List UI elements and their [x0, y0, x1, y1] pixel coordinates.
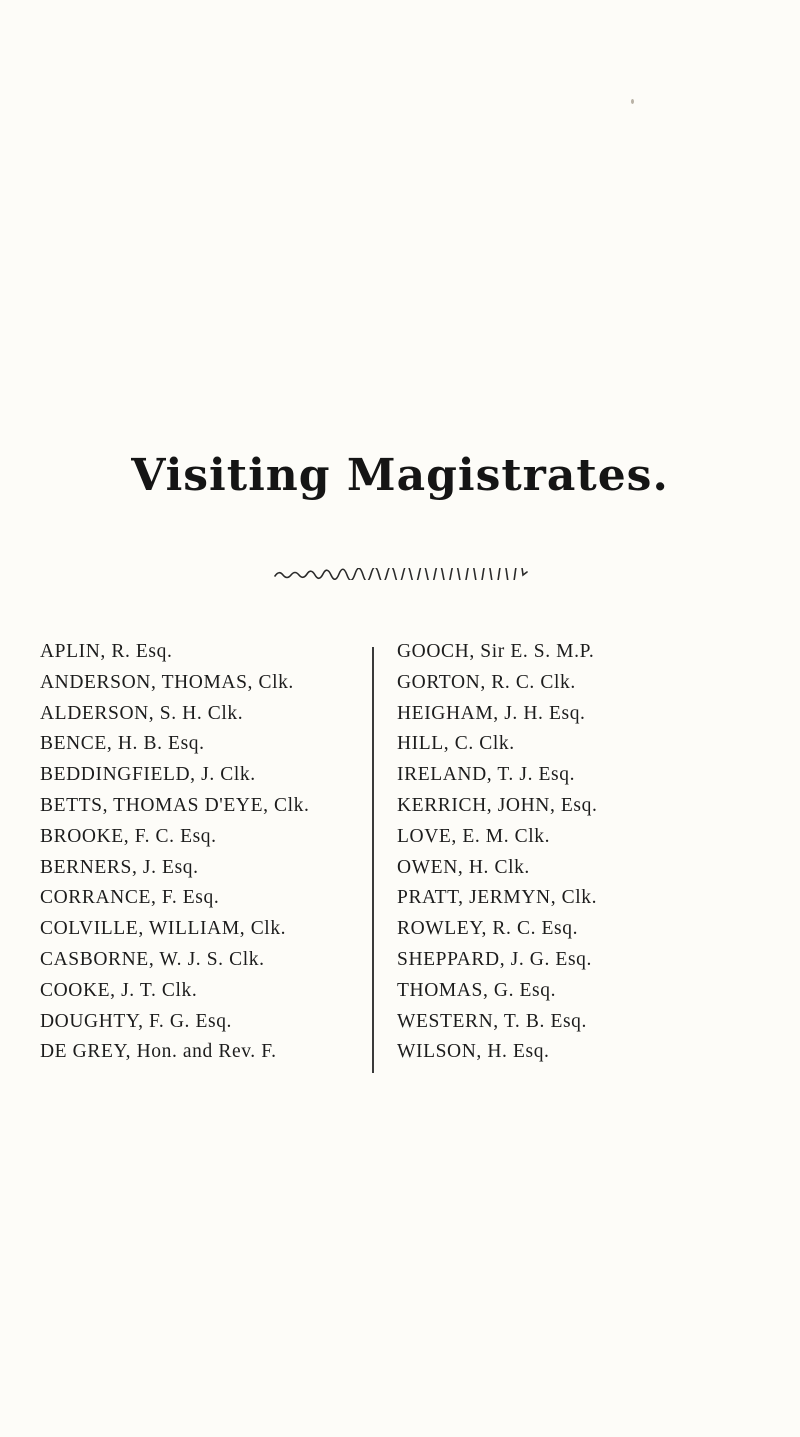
magistrates-left-column	[40, 637, 310, 1068]
magistrate-entry: LOVE, E. M. Clk.	[397, 825, 551, 847]
magistrate-entry: ANDERSON, THOMAS, Clk.	[40, 671, 294, 693]
magistrate-entry: APLIN, R. Esq.	[40, 641, 173, 662]
magistrate-entry: BETTS, THOMAS D'EYE, Clk.	[40, 794, 310, 816]
magistrate-entry: OWEN, H. Clk.	[397, 856, 530, 878]
magistrate-entry: COOKE, J. T. Clk.	[40, 979, 198, 1001]
magistrate-entry: DE GREY, Hon. and Rev. F.	[40, 1041, 277, 1063]
page-title: Visiting Magistrates.	[131, 450, 669, 501]
magistrate-entry: WILSON, H. Esq.	[397, 1041, 550, 1063]
magistrate-entry: CORRANCE, F. Esq.	[40, 887, 220, 909]
magistrate-entry: PRATT, JERMYN, Clk.	[397, 887, 598, 909]
magistrate-entry: GOOCH, Sir E. S. M.P.	[397, 641, 595, 662]
magistrate-entry: BERNERS, J. Esq.	[40, 856, 199, 878]
paper-speck	[631, 99, 634, 104]
magistrate-entry: THOMAS, G. Esq.	[397, 979, 557, 1001]
magistrate-entry: HEIGHAM, J. H. Esq.	[397, 702, 586, 724]
magistrates-right-column	[397, 637, 597, 1068]
magistrate-entry: BROOKE, F. C. Esq.	[40, 825, 217, 847]
magistrate-entry: WESTERN, T. B. Esq.	[397, 1010, 587, 1032]
magistrate-entry: CASBORNE, W. J. S. Clk.	[40, 948, 265, 970]
magistrate-entry: GORTON, R. C. Clk.	[397, 671, 576, 693]
magistrate-entry: ALDERSON, S. H. Clk.	[40, 702, 244, 724]
magistrate-entry: ROWLEY, R. C. Esq.	[397, 918, 579, 940]
magistrate-entry: BEDDINGFIELD, J. Clk.	[40, 764, 256, 786]
magistrate-entry: KERRICH, JOHN, Esq.	[397, 794, 598, 816]
magistrate-entry: DOUGHTY, F. G. Esq.	[40, 1010, 233, 1032]
magistrate-entry: HILL, C. Clk.	[397, 733, 515, 755]
magistrate-entry: BENCE, H. B. Esq.	[40, 733, 205, 755]
magistrate-entry: IRELAND, T. J. Esq.	[397, 764, 576, 786]
wavy-rule-ornament-icon	[273, 568, 529, 580]
magistrate-entry: COLVILLE, WILLIAM, Clk.	[40, 918, 287, 940]
column-divider	[372, 647, 374, 1073]
magistrate-entry: SHEPPARD, J. G. Esq.	[397, 948, 592, 970]
